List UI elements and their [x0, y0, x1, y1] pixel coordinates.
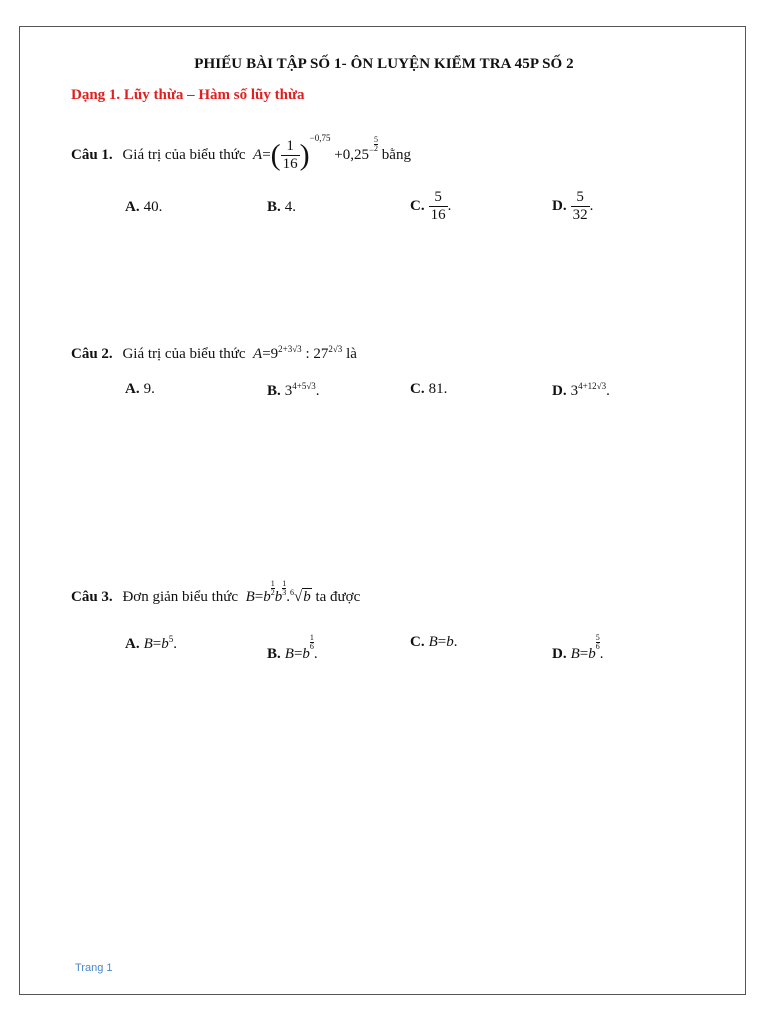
question-2-label: Câu 2.: [71, 346, 113, 362]
question-1-tail: bằng: [381, 147, 411, 163]
q3-option-d[interactable]: D. B=b $\frac{5}{6}$ .: [552, 633, 604, 662]
q1-option-c[interactable]: C. $\frac{5}{16}$ .: [410, 189, 452, 223]
q2-option-a[interactable]: A. 9.: [125, 381, 155, 397]
question-3-text: Đơn giản biểu thức: [122, 589, 239, 605]
q3-option-b[interactable]: B. B=b $\frac{1}{6}$ .: [267, 633, 318, 662]
question-3-label: Câu 3.: [71, 589, 113, 605]
q3-option-a[interactable]: A. $B=b^5$.: [125, 634, 177, 652]
question-3-tail: ta được: [315, 589, 361, 605]
q1-option-d[interactable]: D. $\frac{5}{32}$ .: [552, 189, 594, 223]
question-2: [71, 344, 357, 363]
page-footer: Trang 1: [75, 962, 113, 974]
question-1: [71, 133, 411, 173]
question-3-expression: B=b $\frac{1}{2}$ b $\frac{1}{3}$ .$^6$√b: [241, 579, 311, 605]
question-1-expression: A=( $\frac{1}{16}$ )$^{-0,75}$ +0,25− $\frac{5}{2}$: [249, 133, 379, 173]
q3-option-c[interactable]: C. B=b.: [410, 634, 458, 650]
q2-option-d[interactable]: D. $3^{4+12√3}$.: [552, 381, 610, 399]
question-1-label: Câu 1.: [71, 147, 113, 163]
question-1-text: Giá trị của biểu thức: [122, 147, 246, 163]
question-2-tail: là: [346, 346, 357, 362]
q1-option-b[interactable]: B. 4.: [267, 199, 297, 215]
page-title: PHIẾU BÀI TẬP SỐ 1- ÔN LUYỆN KIỂM TRA 45P SỐ 2: [194, 56, 574, 72]
question-2-expression: $A=9^{2+3√3}$ : $27^{2√3}$: [249, 344, 343, 362]
question-3: [71, 580, 360, 606]
q2-option-c[interactable]: C. 81.: [410, 381, 448, 397]
section-heading: Dạng 1. Lũy thừa – Hàm số lũy thừa: [71, 87, 305, 103]
q1-option-a[interactable]: A. 40.: [125, 199, 163, 215]
q2-option-b[interactable]: B. $3^{4+5√3}$.: [267, 381, 320, 399]
question-2-text: Giá trị của biểu thức: [122, 346, 246, 362]
